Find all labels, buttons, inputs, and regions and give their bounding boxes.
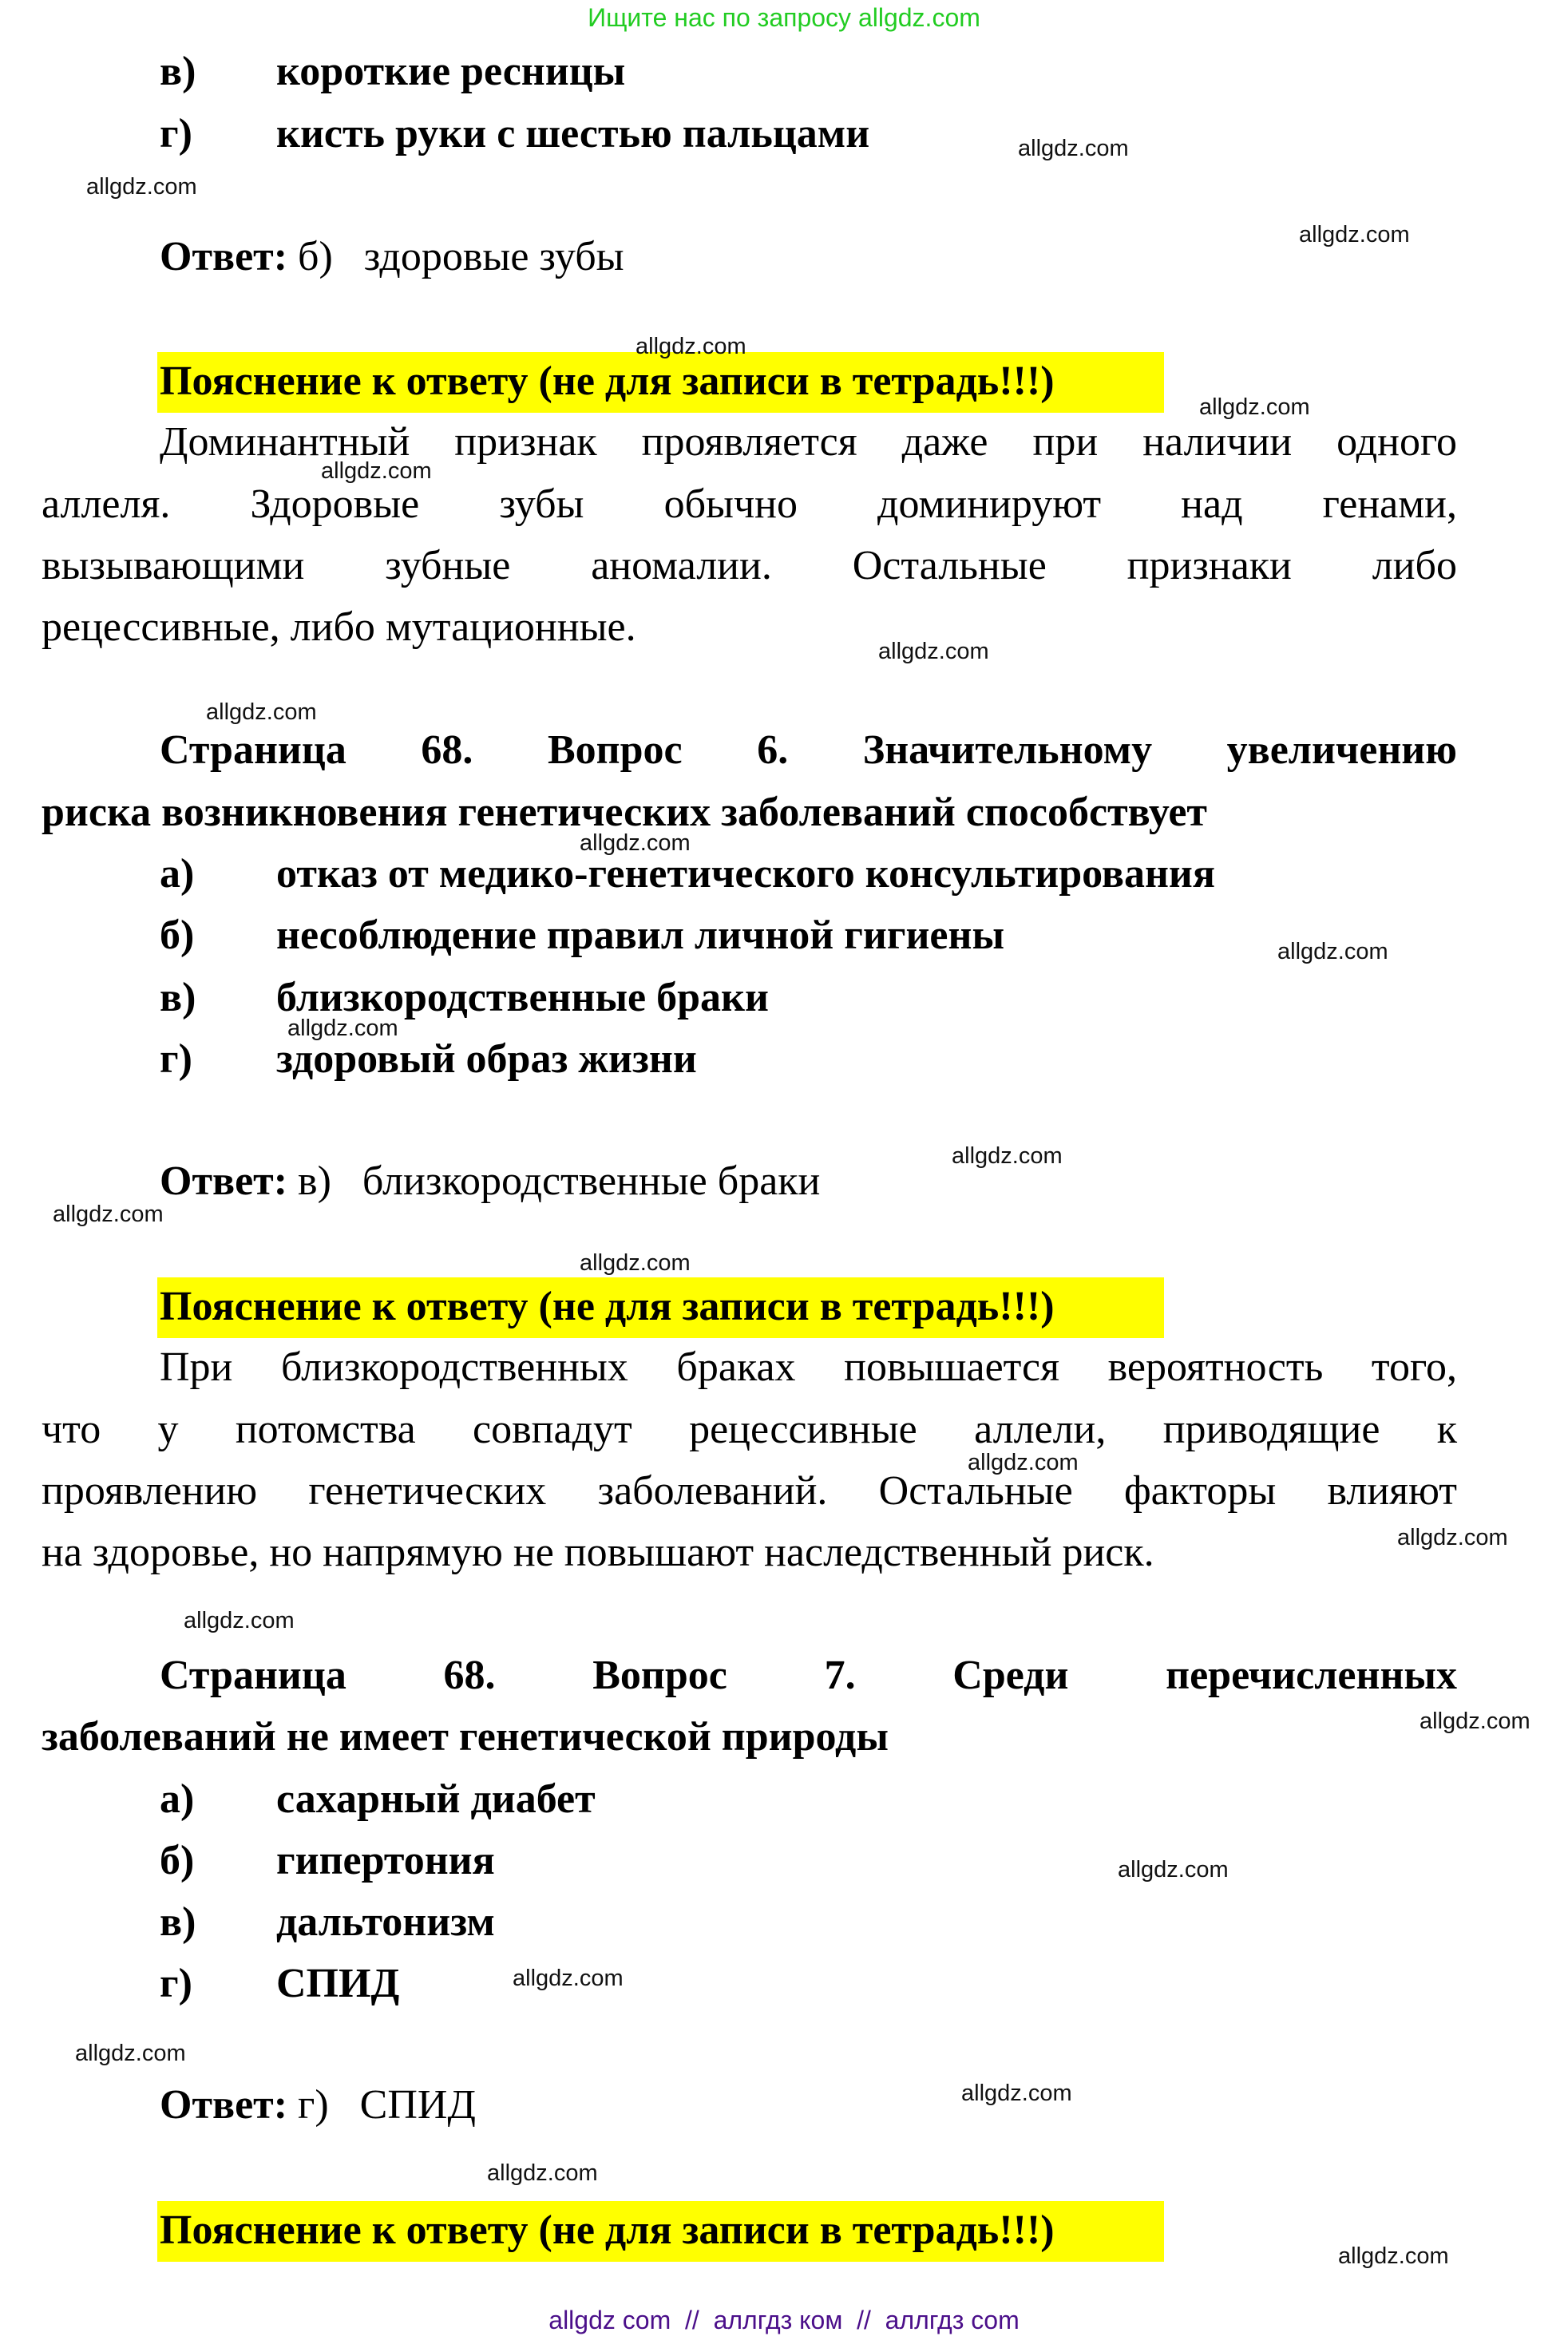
- option-text: здоровый образ жизни: [276, 1036, 697, 1082]
- option-text: СПИД: [276, 1961, 400, 2006]
- watermark: allgdz.com: [86, 174, 197, 200]
- watermark: allgdz.com: [1277, 939, 1388, 964]
- answer-text: здоровые зубы: [363, 234, 624, 279]
- watermark: allgdz.com: [1338, 2243, 1449, 2269]
- option-text: несоблюдение правил личной гигиены: [276, 913, 1005, 958]
- watermark: allgdz.com: [1118, 1857, 1229, 1883]
- explanation-line: аллеля. Здоровые зубы обычно доминируют над генами,: [42, 481, 1457, 527]
- top-banner: Ищите нас по запросу allgdz.com: [588, 3, 980, 32]
- watermark: allgdz.com: [184, 1608, 295, 1633]
- watermark: allgdz.com: [952, 1143, 1063, 1169]
- explanation-header: Пояснение к ответу (не для записи в тетрадь!!!): [160, 1284, 1055, 1329]
- explanation-line: что у потомства совпадут рецессивные аллели, приводящие к: [42, 1407, 1457, 1452]
- watermark: allgdz.com: [580, 830, 691, 856]
- watermark: allgdz.com: [513, 1966, 624, 1991]
- option-text: дальтонизм: [276, 1899, 495, 1945]
- watermark: allgdz.com: [1420, 1708, 1530, 1734]
- watermark: allgdz.com: [968, 1450, 1079, 1475]
- answer-label: Ответ:: [160, 2082, 288, 2128]
- question-7-header-cont: заболеваний не имеет генетической природы: [42, 1714, 889, 1760]
- explanation-line: При близкородственных браках повышается вероятность того,: [160, 1344, 1457, 1390]
- answer-line: [160, 1158, 820, 1206]
- option-text: гипертония: [276, 1838, 495, 1883]
- explanation-header: Пояснение к ответу (не для записи в тетрадь!!!): [160, 358, 1055, 404]
- watermark: allgdz.com: [1018, 136, 1129, 161]
- option-letter: в): [160, 49, 196, 94]
- answer-text: СПИД: [359, 2082, 476, 2128]
- option-letter: б): [160, 1838, 195, 1883]
- footer-links: allgdz com // аллгдз ком // аллгдз com: [548, 2306, 1020, 2334]
- explanation-line: вызывающими зубные аномалии. Остальные признаки либо: [42, 543, 1457, 588]
- option-text: сахарный диабет: [276, 1776, 596, 1822]
- question-6-header: Страница 68. Вопрос 6. Значительному увеличению: [160, 727, 1457, 773]
- option-letter: г): [160, 1961, 192, 2006]
- option-letter: г): [160, 111, 192, 156]
- watermark: allgdz.com: [206, 699, 317, 725]
- explanation-header: Пояснение к ответу (не для записи в тетрадь!!!): [160, 2207, 1055, 2253]
- answer-letter: б): [298, 234, 333, 279]
- watermark: allgdz.com: [1299, 222, 1410, 247]
- option-letter: в): [160, 975, 196, 1020]
- explanation-line: рецессивные, либо мутационные.: [42, 604, 636, 650]
- option-letter: а): [160, 1776, 195, 1822]
- answer-label: Ответ:: [160, 234, 288, 279]
- watermark: allgdz.com: [487, 2160, 598, 2186]
- watermark: allgdz.com: [580, 1250, 691, 1276]
- question-7-header: Страница 68. Вопрос 7. Среди перечисленных: [160, 1653, 1457, 1698]
- watermark: allgdz.com: [878, 639, 989, 664]
- answer-text: близкородственные браки: [362, 1158, 821, 1204]
- watermark: allgdz.com: [321, 458, 432, 484]
- explanation-line: Доминантный признак проявляется даже при наличии одного: [160, 419, 1457, 465]
- option-letter: г): [160, 1036, 192, 1082]
- option-text: короткие ресницы: [276, 49, 626, 94]
- explanation-line: проявлению генетических заболеваний. Остальные факторы влияют: [42, 1468, 1457, 1514]
- answer-line: [160, 233, 624, 281]
- watermark: allgdz.com: [1199, 394, 1310, 420]
- watermark: allgdz.com: [53, 1202, 164, 1227]
- answer-line: [160, 2081, 476, 2129]
- question-6-header-cont: риска возникновения генетических заболеваний способствует: [42, 790, 1207, 835]
- watermark: allgdz.com: [636, 334, 746, 359]
- watermark: allgdz.com: [1397, 1525, 1508, 1550]
- explanation-line: на здоровье, но напрямую не повышают наследственный риск.: [42, 1530, 1154, 1575]
- option-text: близкородственные браки: [276, 975, 769, 1020]
- answer-label: Ответ:: [160, 1158, 288, 1204]
- watermark: allgdz.com: [75, 2041, 186, 2066]
- option-text: кисть руки с шестью пальцами: [276, 111, 870, 156]
- watermark: allgdz.com: [961, 2081, 1072, 2106]
- option-letter: в): [160, 1899, 196, 1945]
- option-letter: б): [160, 913, 195, 958]
- answer-letter: в): [298, 1158, 331, 1204]
- answer-letter: г): [298, 2082, 329, 2128]
- watermark: allgdz.com: [287, 1016, 398, 1041]
- option-letter: а): [160, 851, 195, 897]
- option-text: отказ от медико-генетического консультирования: [276, 851, 1216, 897]
